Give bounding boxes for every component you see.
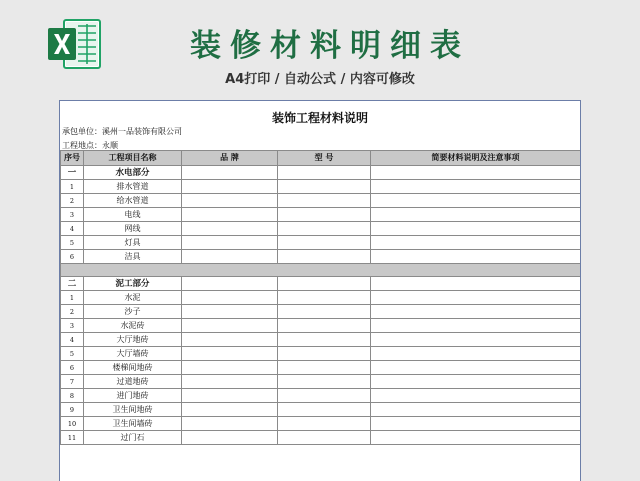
contractor-line: 承包单位：溪州一品装饰有限公司 [62,127,182,136]
table-row [61,347,581,361]
row-item-name: 水泥 [84,291,182,305]
row-item-name: 卫生间地砖 [84,403,182,417]
section-index: 二 [61,277,84,291]
promo-header [0,0,640,100]
row-number: 1 [61,180,84,194]
table-row [61,319,581,333]
table-row [61,305,581,319]
section-divider [61,264,581,277]
table-row [61,375,581,389]
table-row [61,236,581,250]
row-item-name: 楼梯间地砖 [84,361,182,375]
col-header-brand: 品 牌 [182,151,278,166]
row-number: 4 [61,333,84,347]
table-row [61,333,581,347]
row-number: 2 [61,305,84,319]
site-line: 工程地点：永顺 [62,141,118,150]
table-row [61,417,581,431]
section-name: 泥工部分 [84,277,182,291]
table-row [61,361,581,375]
table-row [61,180,581,194]
row-number: 6 [61,250,84,264]
row-item-name: 灯具 [84,236,182,250]
col-header-item: 工程项目名称 [84,151,182,166]
spreadsheet-preview [59,100,581,481]
row-number: 11 [61,431,84,445]
row-number: 10 [61,417,84,431]
row-item-name: 网线 [84,222,182,236]
document-title: 装饰工程材料说明 [271,111,368,125]
row-number: 3 [61,208,84,222]
page-subtitle: A4打印 / 自动公式 / 内容可修改 [225,72,415,87]
row-item-name: 洁具 [84,250,182,264]
row-item-name: 电线 [84,208,182,222]
row-number: 1 [61,291,84,305]
table-row [61,291,581,305]
table-row [61,389,581,403]
col-header-model: 型 号 [278,151,371,166]
materials-table [60,150,581,445]
row-item-name: 给水管道 [84,194,182,208]
row-number: 5 [61,347,84,361]
page-title: 装修材料明细表 [190,28,470,64]
row-item-name: 沙子 [84,305,182,319]
table-row [61,208,581,222]
row-number: 2 [61,194,84,208]
row-item-name: 大厅地砖 [84,333,182,347]
table-row [61,431,581,445]
row-number: 6 [61,361,84,375]
row-number: 3 [61,319,84,333]
section-name: 水电部分 [84,166,182,180]
row-item-name: 排水管道 [84,180,182,194]
section-row [61,166,581,180]
col-header-notes: 简要材料说明及注意事项 [371,151,581,166]
section-row [61,277,581,291]
row-number: 4 [61,222,84,236]
row-number: 8 [61,389,84,403]
section-index: 一 [61,166,84,180]
row-item-name: 大厅墙砖 [84,347,182,361]
row-item-name: 卫生间墙砖 [84,417,182,431]
table-header-row [61,151,581,166]
row-item-name: 进门地砖 [84,389,182,403]
col-header-no: 序号 [61,151,84,166]
row-item-name: 过门石 [84,431,182,445]
row-number: 5 [61,236,84,250]
excel-icon [46,18,102,70]
table-row [61,403,581,417]
row-item-name: 水泥砖 [84,319,182,333]
table-row [61,222,581,236]
table-row [61,250,581,264]
table-row [61,194,581,208]
row-number: 9 [61,403,84,417]
row-item-name: 过道地砖 [84,375,182,389]
row-number: 7 [61,375,84,389]
